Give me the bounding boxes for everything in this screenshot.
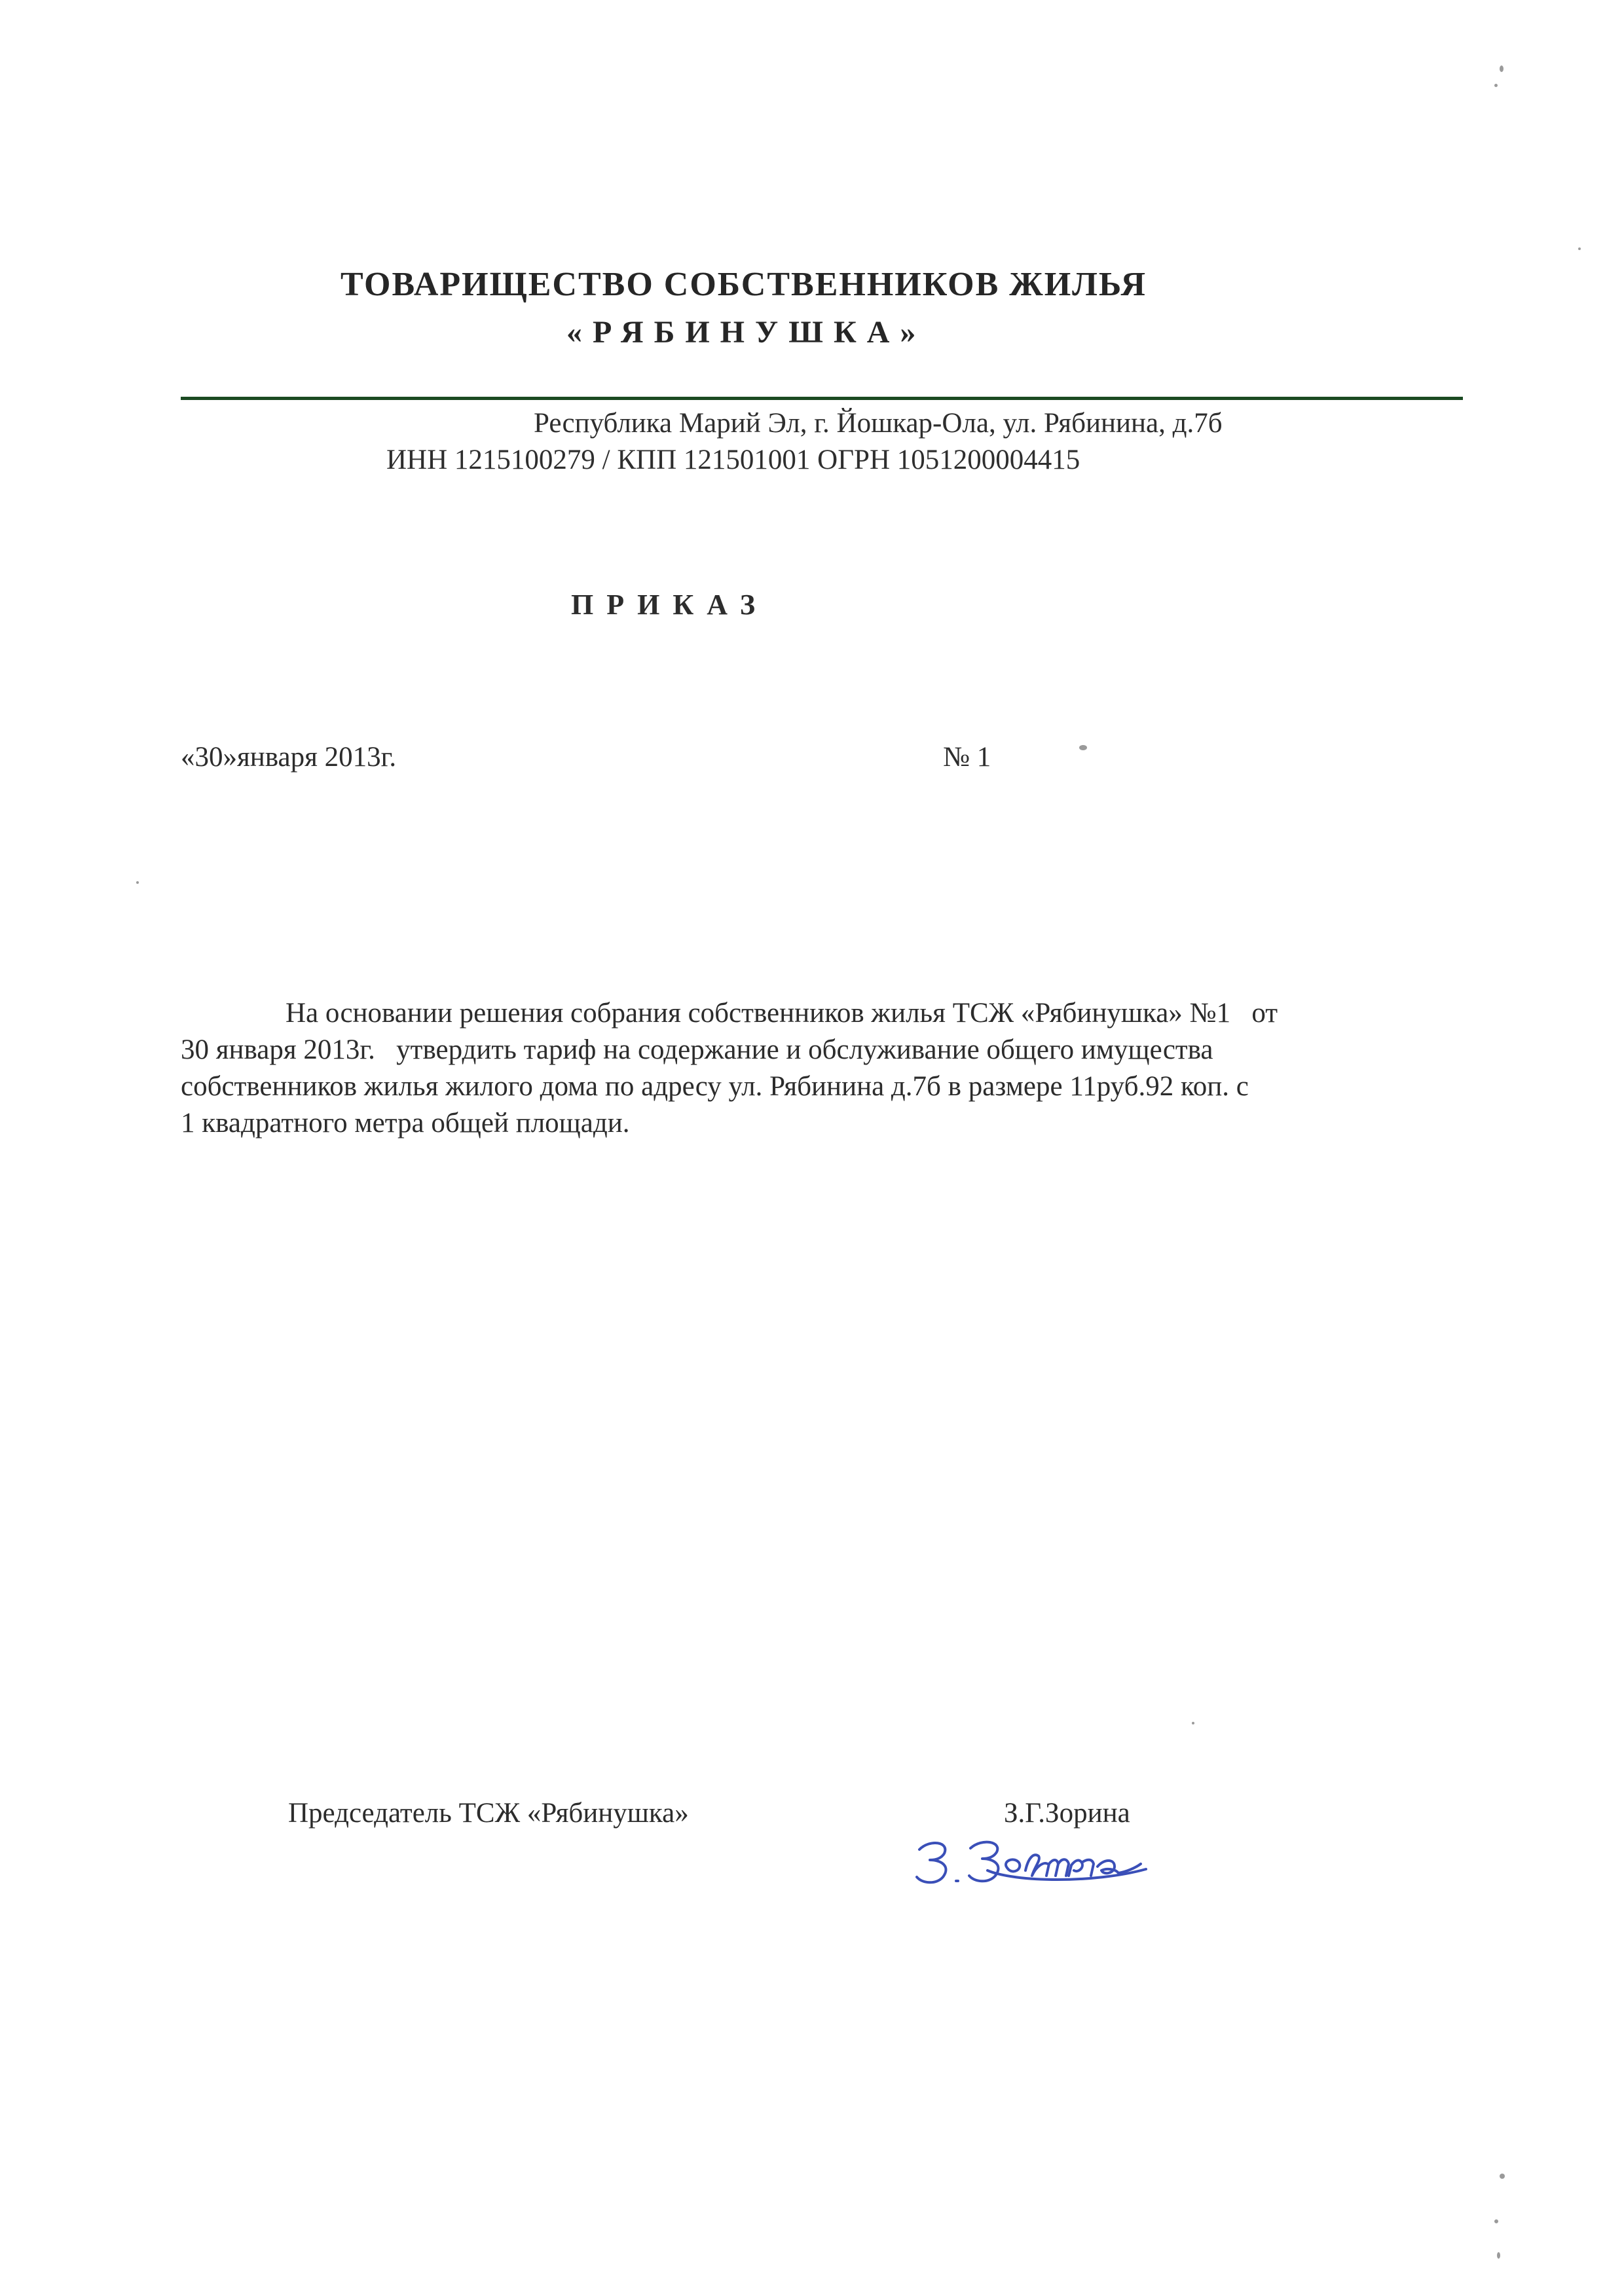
org-name: ТОВАРИЩЕСТВО СОБСТВЕННИКОВ ЖИЛЬЯ xyxy=(341,266,1147,303)
scan-speck xyxy=(1578,247,1581,250)
body-line: На основании решения собрания собственников жилья ТСЖ «Рябинушка» №1 от xyxy=(286,998,1278,1029)
body-line: собственников жилья жилого дома по адресу ул. Рябинина д.7б в размере 11руб.92 коп. с xyxy=(181,1071,1249,1102)
scan-speck xyxy=(1494,2219,1498,2223)
scan-speck xyxy=(136,881,139,884)
handwritten-signature xyxy=(910,1830,1185,1895)
document-date: «30»января 2013г. xyxy=(181,742,397,773)
scan-speck xyxy=(1494,84,1498,87)
scan-speck xyxy=(1192,1722,1194,1724)
body-line: 30 января 2013г. утвердить тариф на содержание и обслуживание общего имущества xyxy=(181,1034,1213,1065)
org-short-name: «РЯБИНУШКА» xyxy=(566,315,927,350)
document-number: № 1 xyxy=(943,742,991,773)
document-body xyxy=(181,995,1464,1142)
scan-speck xyxy=(1500,2174,1505,2179)
scan-speck xyxy=(1500,65,1504,72)
org-address: Республика Марий Эл, г. Йошкар-Ола, ул. Рябинина, д.7б xyxy=(534,408,1223,439)
body-line: 1 квадратного метра общей площади. xyxy=(181,1108,630,1139)
signatory-name: З.Г.Зорина xyxy=(1004,1798,1130,1829)
scan-speck xyxy=(1497,2252,1500,2259)
signatory-role: Председатель ТСЖ «Рябинушка» xyxy=(288,1798,689,1829)
scan-speck xyxy=(1079,745,1087,750)
org-requisites: ИНН 1215100279 / КПП 121501001 ОГРН 1051200004415 xyxy=(386,445,1080,475)
document-title: ПРИКАЗ xyxy=(571,589,769,621)
header-divider xyxy=(181,397,1463,400)
